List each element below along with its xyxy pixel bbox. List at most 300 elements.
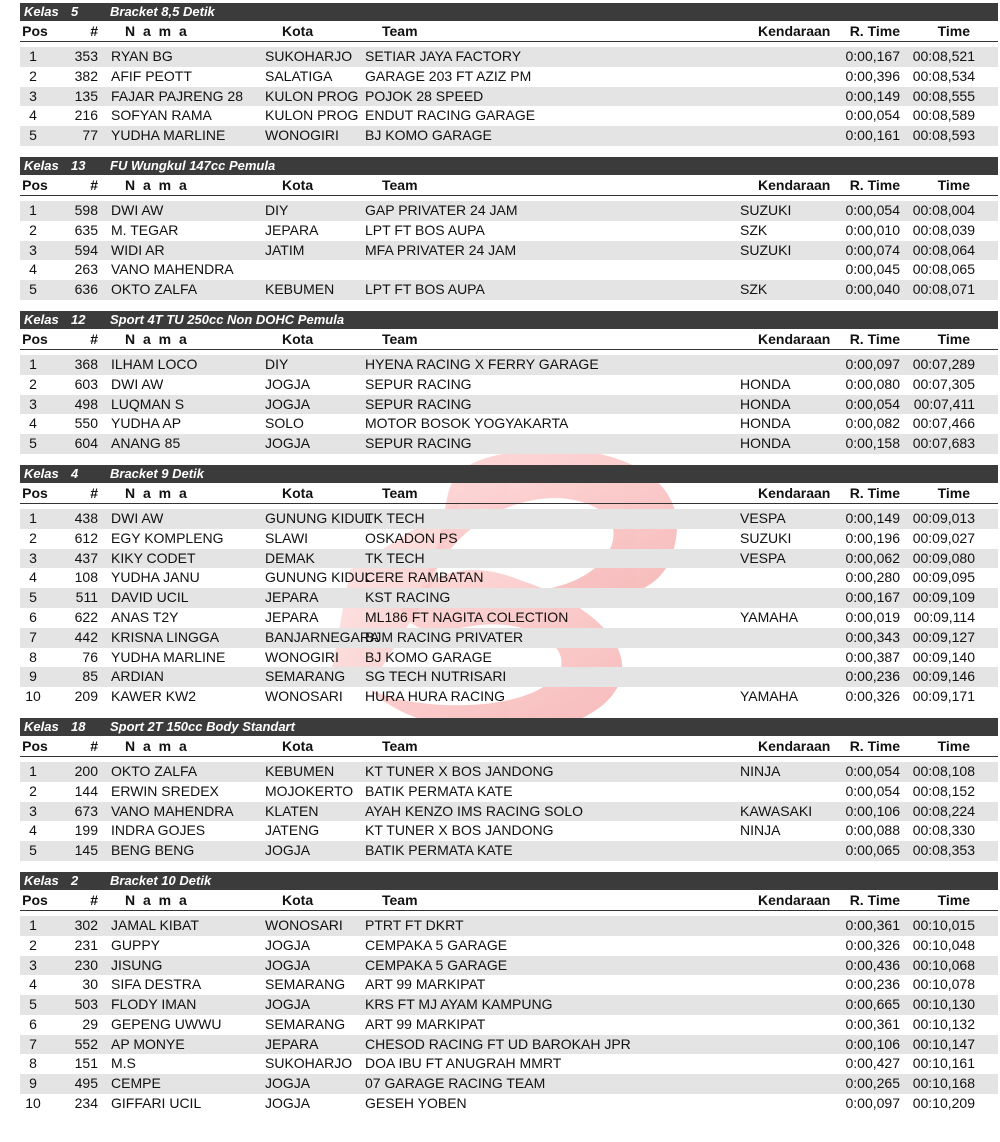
cell-nama: EGY KOMPLENG (111, 529, 224, 546)
section-spacer (20, 861, 998, 872)
cell-rtime: 0:00,040 (845, 281, 900, 298)
cell-pos: 4 (29, 261, 37, 278)
cell-kota: DEMAK (265, 549, 315, 566)
cell-time: 00:08,330 (912, 822, 975, 839)
table-row (20, 916, 998, 936)
cell-nama: SOFYAN RAMA (111, 107, 212, 124)
cell-rtime: 0:00,074 (845, 241, 900, 258)
cell-pos: 4 (29, 976, 37, 993)
cell-pos: 2 (29, 782, 37, 799)
cell-kota: WONOSARI (265, 688, 343, 705)
cell-kota: JATIM (265, 241, 305, 258)
cell-time: 00:08,071 (912, 281, 975, 298)
kelas-title: Bracket 10 Detik (110, 872, 212, 888)
column-header-time: Time (937, 23, 970, 39)
cell-team: GESEH YOBEN (365, 1095, 467, 1112)
cell-nama: VANO MAHENDRA (111, 261, 234, 278)
cell-time: 00:10,147 (912, 1035, 975, 1052)
cell-pos: 5 (29, 281, 37, 298)
column-header-num: # (90, 484, 98, 501)
cell-num: 552 (74, 1035, 98, 1052)
cell-team: ART 99 MARKIPAT (365, 1015, 486, 1032)
kelas-title: Sport 2T 150cc Body Standart (110, 718, 295, 734)
cell-time: 00:10,078 (912, 976, 975, 993)
cell-team: BJ KOMO GARAGE (365, 127, 492, 144)
cell-num: 604 (74, 435, 98, 452)
cell-kota: JOGJA (265, 375, 311, 392)
cell-team: DOA IBU FT ANUGRAH MMRT (365, 1055, 562, 1072)
column-header-kendaraan: Kendaraan (758, 23, 831, 39)
cell-team: CEMPAKA 5 GARAGE (365, 956, 508, 973)
cell-team: GARAGE 203 FT AZIZ PM (365, 67, 532, 84)
column-header-kota: Kota (282, 176, 314, 193)
column-header-time: Time (937, 737, 970, 754)
column-header-num: # (90, 891, 98, 908)
cell-team: PTRT FT DKRT (365, 916, 464, 933)
cell-pos: 4 (29, 415, 37, 432)
cell-kota: DIY (265, 201, 289, 218)
cell-time: 00:08,534 (912, 67, 975, 84)
cell-nama: SIFA DESTRA (111, 976, 202, 993)
cell-team: AYAH KENZO IMS RACING SOLO (365, 802, 584, 819)
table-row (20, 1054, 998, 1074)
cell-rtime: 0:00,054 (845, 782, 900, 799)
column-header-time: Time (937, 484, 970, 501)
cell-team: MFA PRIVATER 24 JAM (365, 241, 517, 258)
cell-num: 612 (74, 529, 98, 546)
cell-kota: GUNUNG KIDUL (265, 509, 373, 526)
cell-nama: WIDI AR (111, 241, 165, 258)
table-row (20, 106, 998, 126)
cell-rtime: 0:00,106 (845, 1035, 900, 1052)
cell-time: 00:07,289 (912, 355, 975, 372)
cell-pos: 3 (29, 802, 37, 819)
table-row (20, 221, 998, 241)
kelas-label: Kelas (24, 872, 59, 888)
column-header-kota: Kota (282, 891, 314, 908)
cell-rtime: 0:00,010 (845, 221, 900, 238)
table-row (20, 936, 998, 956)
table-row (20, 975, 998, 995)
table-row (20, 1035, 998, 1055)
cell-nama: GEPENG UWWU (111, 1015, 222, 1032)
table-row (20, 509, 998, 529)
cell-rtime: 0:00,062 (845, 549, 900, 566)
cell-num: 302 (74, 916, 98, 933)
cell-pos: 5 (29, 435, 37, 452)
cell-kota: JOGJA (265, 936, 311, 953)
cell-kota: DIY (265, 355, 289, 372)
cell-team: 07 GARAGE RACING TEAM (365, 1075, 546, 1092)
cell-time: 00:08,593 (912, 127, 975, 144)
table-row (20, 648, 998, 668)
cell-team: BJM RACING PRIVATER (365, 628, 524, 645)
cell-num: 442 (74, 628, 98, 645)
cell-rtime: 0:00,427 (845, 1055, 900, 1072)
cell-time: 00:08,152 (912, 782, 975, 799)
cell-kota: BANJARNEGARA (265, 628, 380, 645)
cell-num: 622 (74, 608, 98, 625)
cell-rtime: 0:00,054 (845, 107, 900, 124)
column-header-nama: N a m a (125, 23, 189, 39)
table-row (20, 608, 998, 628)
table-row (20, 956, 998, 976)
cell-kendaraan: HONDA (740, 375, 791, 392)
cell-time: 00:08,589 (912, 107, 975, 124)
cell-nama: VANO MAHENDRA (111, 802, 234, 819)
kelas-number: 12 (71, 311, 86, 327)
cell-num: 437 (74, 549, 98, 566)
table-row (20, 355, 998, 375)
cell-num: 503 (74, 996, 98, 1013)
cell-pos: 6 (29, 1015, 37, 1032)
cell-pos: 1 (29, 355, 37, 372)
cell-nama: OKTO ZALFA (111, 762, 198, 779)
column-header-row (20, 736, 998, 757)
cell-time: 00:09,080 (912, 549, 975, 566)
table-row (20, 201, 998, 221)
column-header-kendaraan: Kendaraan (758, 330, 831, 347)
cell-time: 00:08,064 (912, 241, 975, 258)
cell-team: KT TUNER X BOS JANDONG (365, 822, 554, 839)
cell-rtime: 0:00,106 (845, 802, 900, 819)
cell-rtime: 0:00,665 (845, 996, 900, 1013)
cell-nama: JISUNG (111, 956, 163, 973)
cell-time: 00:09,140 (912, 648, 975, 665)
cell-num: 635 (74, 221, 98, 238)
cell-pos: 5 (29, 589, 37, 606)
cell-nama: ILHAM LOCO (111, 355, 198, 372)
cell-nama: KRISNA LINGGA (111, 628, 220, 645)
cell-nama: M.S (111, 1055, 136, 1072)
column-header-pos: Pos (22, 330, 48, 347)
column-header-kendaraan: Kendaraan (758, 737, 831, 754)
cell-time: 00:09,171 (912, 688, 975, 705)
section-spacer (20, 300, 998, 311)
cell-rtime: 0:00,054 (845, 201, 900, 218)
results-section (20, 718, 998, 872)
cell-kota: JOGJA (265, 842, 311, 859)
column-header-pos: Pos (22, 176, 48, 193)
cell-nama: AFIF PEOTT (111, 67, 192, 84)
cell-num: 511 (75, 589, 98, 606)
cell-num: 368 (74, 355, 98, 372)
cell-nama: ARDIAN (111, 668, 164, 685)
cell-pos: 3 (29, 956, 37, 973)
column-header-kota: Kota (282, 737, 314, 754)
cell-num: 234 (74, 1095, 98, 1112)
cell-rtime: 0:00,361 (845, 1015, 900, 1032)
cell-rtime: 0:00,097 (845, 355, 900, 372)
cell-kendaraan: NINJA (740, 822, 781, 839)
cell-pos: 2 (29, 221, 37, 238)
cell-rtime: 0:00,065 (845, 842, 900, 859)
kelas-label: Kelas (24, 4, 59, 19)
cell-team: HURA HURA RACING (365, 688, 506, 705)
results-section (20, 157, 998, 311)
cell-pos: 3 (29, 87, 37, 104)
table-row (20, 67, 998, 87)
table-row (20, 241, 998, 261)
cell-team: CERE RAMBATAN (365, 569, 484, 586)
cell-pos: 1 (29, 201, 37, 218)
cell-pos: 3 (29, 395, 37, 412)
cell-rtime: 0:00,167 (845, 589, 900, 606)
cell-num: 353 (74, 48, 98, 64)
cell-rtime: 0:00,161 (845, 127, 900, 144)
cell-nama: CEMPE (111, 1075, 161, 1092)
cell-time: 00:08,353 (912, 842, 975, 859)
table-row (20, 628, 998, 648)
column-header-time: Time (937, 891, 970, 908)
cell-kendaraan: VESPA (740, 509, 786, 526)
cell-nama: ANAS T2Y (111, 608, 179, 625)
cell-pos: 8 (29, 1055, 37, 1072)
table-row (20, 529, 998, 549)
cell-team: ML186 FT NAGITA COLECTION (365, 608, 569, 625)
cell-rtime: 0:00,326 (845, 688, 900, 705)
cell-time: 00:07,411 (913, 395, 975, 412)
column-header-nama: N a m a (125, 176, 189, 193)
cell-pos: 5 (29, 127, 37, 144)
cell-pos: 4 (29, 822, 37, 839)
cell-rtime: 0:00,149 (845, 509, 900, 526)
cell-kota: SALATIGA (265, 67, 333, 84)
cell-pos: 4 (29, 107, 37, 124)
column-header-nama: N a m a (125, 330, 189, 347)
cell-rtime: 0:00,343 (845, 628, 900, 645)
column-header-rtime: R. Time (849, 23, 900, 39)
table-row (20, 1015, 998, 1035)
cell-nama: GIFFARI UCIL (111, 1095, 202, 1112)
cell-num: 230 (74, 956, 98, 973)
cell-pos: 2 (29, 936, 37, 953)
cell-team: BATIK PERMATA KATE (365, 842, 513, 859)
cell-rtime: 0:00,019 (845, 608, 900, 625)
cell-team: BJ KOMO GARAGE (365, 648, 492, 665)
cell-kendaraan: KAWASAKI (740, 802, 813, 819)
cell-nama: KIKY CODET (111, 549, 196, 566)
column-header-row (20, 175, 998, 196)
cell-team: BATIK PERMATA KATE (365, 782, 513, 799)
cell-kota: GUNUNG KIDUL (265, 569, 373, 586)
cell-time: 00:08,108 (912, 762, 975, 779)
table-row (20, 1074, 998, 1094)
cell-pos: 1 (29, 762, 37, 779)
kelas-number: 13 (71, 157, 86, 173)
cell-nama: INDRA GOJES (111, 822, 206, 839)
results-section (20, 311, 998, 465)
table-row (20, 782, 998, 802)
column-header-pos: Pos (22, 891, 48, 908)
cell-kendaraan: SUZUKI (740, 241, 792, 258)
cell-nama: DAVID UCIL (111, 589, 189, 606)
cell-num: 603 (74, 375, 98, 392)
cell-num: 200 (74, 762, 98, 779)
table-row (20, 395, 998, 415)
column-header-kendaraan: Kendaraan (758, 891, 831, 908)
cell-time: 00:10,168 (912, 1075, 975, 1092)
column-header-row (20, 21, 998, 42)
cell-kendaraan: NINJA (740, 762, 781, 779)
cell-time: 00:09,013 (912, 509, 975, 526)
cell-pos: 7 (29, 628, 37, 645)
cell-num: 673 (74, 802, 98, 819)
cell-kota: KEBUMEN (265, 281, 335, 298)
table-row (20, 762, 998, 782)
cell-time: 00:10,015 (912, 916, 975, 933)
section-title-bar (20, 465, 998, 483)
cell-kota: WONOGIRI (265, 648, 339, 665)
cell-kendaraan: HONDA (740, 395, 791, 412)
cell-nama: FAJAR PAJRENG 28 (111, 87, 244, 104)
cell-num: 382 (74, 67, 98, 84)
column-header-pos: Pos (22, 484, 48, 501)
cell-nama: YUDHA AP (111, 415, 182, 432)
cell-team: KT TUNER X BOS JANDONG (365, 762, 554, 779)
column-header-num: # (90, 330, 98, 347)
kelas-number: 4 (71, 465, 79, 481)
kelas-number: 2 (71, 872, 79, 888)
section-spacer (20, 707, 998, 718)
cell-rtime: 0:00,326 (845, 936, 900, 953)
cell-pos: 10 (25, 1095, 41, 1112)
section-title-bar (20, 718, 998, 736)
cell-rtime: 0:00,045 (845, 261, 900, 278)
cell-kota: SEMARANG (265, 976, 346, 993)
cell-kota: WONOSARI (265, 916, 343, 933)
cell-kota: JOGJA (265, 1075, 311, 1092)
column-header-nama: N a m a (125, 737, 189, 754)
cell-pos: 5 (29, 842, 37, 859)
cell-nama: AP MONYE (111, 1035, 185, 1052)
cell-nama: LUQMAN S (111, 395, 185, 412)
section-spacer (20, 146, 998, 157)
column-header-pos: Pos (22, 23, 48, 39)
cell-time: 00:10,161 (912, 1055, 975, 1072)
table-row (20, 995, 998, 1015)
cell-pos: 1 (29, 916, 37, 933)
table-row (20, 375, 998, 395)
cell-team: TK TECH (365, 549, 425, 566)
cell-pos: 2 (29, 375, 37, 392)
cell-nama: JAMAL KIBAT (111, 916, 199, 933)
cell-num: 598 (74, 201, 98, 218)
column-header-rtime: R. Time (849, 484, 900, 501)
cell-nama: DWI AW (111, 375, 164, 392)
cell-num: 636 (74, 281, 98, 298)
cell-team: SG TECH NUTRISARI (365, 668, 507, 685)
cell-kota: SLAWI (265, 529, 309, 546)
cell-team: SEPUR RACING (365, 395, 472, 412)
cell-kota: JEPARA (265, 608, 319, 625)
cell-num: 85 (82, 668, 98, 685)
column-header-nama: N a m a (125, 484, 189, 501)
cell-nama: OKTO ZALFA (111, 281, 198, 298)
cell-team: KRS FT MJ AYAM KAMPUNG (365, 996, 553, 1013)
cell-rtime: 0:00,265 (845, 1075, 900, 1092)
cell-time: 00:08,521 (912, 48, 975, 64)
cell-team: KST RACING (365, 589, 451, 606)
table-row (20, 667, 998, 687)
cell-kota: KEBUMEN (265, 762, 335, 779)
kelas-label: Kelas (24, 157, 59, 173)
cell-time: 00:10,068 (912, 956, 975, 973)
cell-kota: JOGJA (265, 1095, 311, 1112)
cell-nama: M. TEGAR (111, 221, 179, 238)
cell-team: CEMPAKA 5 GARAGE (365, 936, 508, 953)
cell-kendaraan: SZK (740, 281, 768, 298)
cell-num: 209 (74, 688, 98, 705)
cell-num: 263 (74, 261, 98, 278)
cell-rtime: 0:00,054 (845, 395, 900, 412)
cell-team: CHESOD RACING FT UD BAROKAH JPR (365, 1035, 631, 1052)
cell-pos: 10 (25, 688, 41, 705)
table-row (20, 687, 998, 707)
cell-pos: 8 (29, 648, 37, 665)
cell-team: OSKADON PS (365, 529, 458, 546)
cell-rtime: 0:00,196 (845, 529, 900, 546)
cell-num: 76 (82, 648, 98, 665)
table-row (20, 841, 998, 861)
column-header-num: # (90, 23, 98, 39)
column-header-team: Team (382, 737, 418, 754)
results-section (20, 872, 998, 1125)
cell-time: 00:07,305 (912, 375, 975, 392)
table-row (20, 1094, 998, 1114)
cell-nama: KAWER KW2 (111, 688, 197, 705)
cell-team: MOTOR BOSOK YOGYAKARTA (365, 415, 569, 432)
cell-rtime: 0:00,158 (845, 435, 900, 452)
cell-kendaraan: SUZUKI (740, 201, 792, 218)
cell-num: 30 (82, 976, 98, 993)
cell-time: 00:10,132 (912, 1015, 975, 1032)
column-header-kendaraan: Kendaraan (758, 176, 831, 193)
cell-num: 199 (74, 822, 98, 839)
table-row (20, 434, 998, 454)
cell-team: LPT FT BOS AUPA (365, 221, 485, 238)
cell-num: 145 (74, 842, 98, 859)
cell-kota: JEPARA (265, 221, 319, 238)
cell-time: 00:09,027 (912, 529, 975, 546)
column-header-time: Time (937, 176, 970, 193)
column-header-num: # (90, 737, 98, 754)
cell-team: GAP PRIVATER 24 JAM (365, 201, 518, 218)
cell-time: 00:10,130 (912, 996, 975, 1013)
cell-rtime: 0:00,097 (845, 1095, 900, 1112)
cell-kendaraan: SZK (740, 221, 768, 238)
column-header-row (20, 329, 998, 350)
cell-rtime: 0:00,361 (845, 916, 900, 933)
cell-rtime: 0:00,396 (845, 67, 900, 84)
table-row (20, 87, 998, 107)
cell-num: 216 (74, 107, 98, 124)
cell-num: 108 (74, 569, 98, 586)
cell-kota: MOJOKERTO (265, 782, 354, 799)
kelas-number: 18 (71, 718, 86, 734)
table-row (20, 414, 998, 434)
cell-num: 231 (74, 936, 98, 953)
cell-team: SEPUR RACING (365, 375, 472, 392)
cell-nama: YUDHA MARLINE (111, 127, 226, 144)
column-header-kota: Kota (282, 330, 314, 347)
section-spacer (20, 454, 998, 465)
kelas-title: Sport 4T TU 250cc Non DOHC Pemula (110, 311, 345, 327)
cell-num: 77 (82, 127, 98, 144)
column-header-nama: N a m a (125, 891, 189, 908)
cell-pos: 4 (29, 569, 37, 586)
cell-nama: GUPPY (111, 936, 161, 953)
